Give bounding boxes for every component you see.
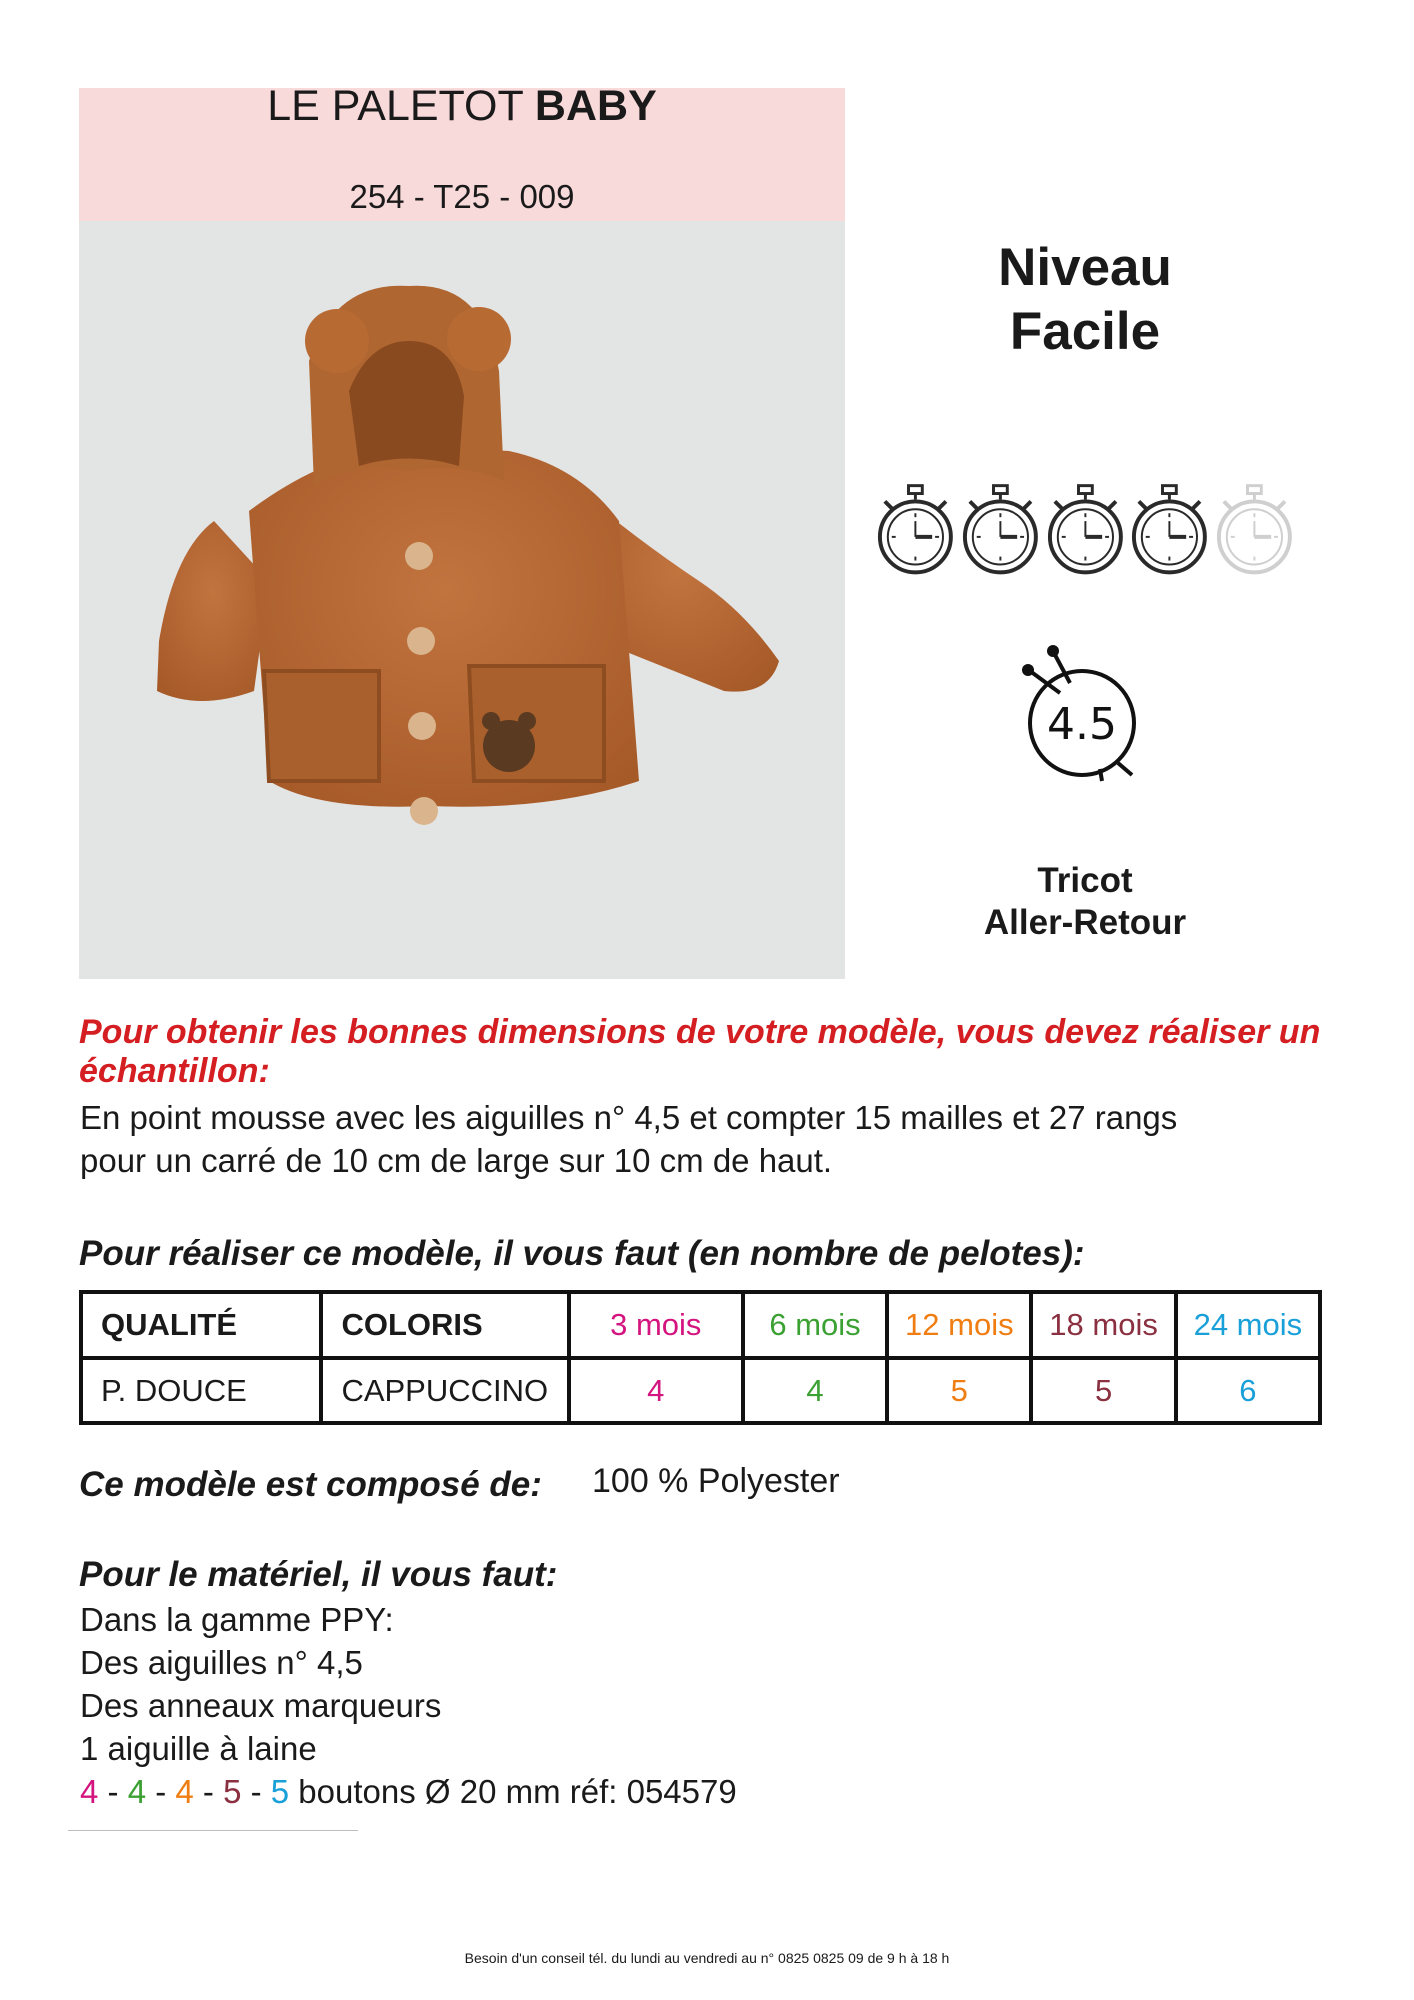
level-line2: Facile	[1009, 302, 1161, 361]
level-label	[900, 236, 1270, 364]
composition-value: 100 % Polyester	[592, 1462, 840, 1500]
technique-label	[900, 860, 1270, 944]
pattern-reference: 254 - T25 - 009	[349, 178, 575, 215]
materials-item: Des anneaux marqueurs	[80, 1687, 442, 1724]
buttons-line	[80, 1770, 737, 1813]
footer-text: Besoin d'un conseil tél. du lundi au vendredi au n° 0825 0825 09 de 9 h à 18 h	[464, 1950, 950, 1966]
gauge-line2: pour un carré de 10 cm de large sur 10 cm de haut.	[80, 1142, 833, 1179]
materials-list	[80, 1598, 441, 1770]
cell-size-6: 4	[743, 1358, 887, 1423]
separator: -	[193, 1773, 224, 1810]
header-quality: QUALITÉ	[81, 1292, 321, 1358]
timer-filled-icon	[1129, 483, 1210, 575]
button-count-18: 5	[223, 1773, 242, 1810]
divider	[68, 1830, 358, 1831]
title-bold: BABY	[534, 82, 657, 130]
difficulty-timers	[875, 483, 1295, 583]
cell-size-24: 6	[1176, 1358, 1320, 1423]
title-prefix: LE PALETOT	[267, 82, 535, 130]
button-count-6: 4	[127, 1773, 147, 1810]
cardigan-photo	[79, 221, 845, 979]
header-size-18: 18 mois	[1031, 1292, 1175, 1358]
pattern-title	[79, 80, 845, 132]
cell-size-18: 5	[1031, 1358, 1175, 1423]
gauge-title: Pour obtenir les bonnes dimensions de votre modèle, vous devez réaliser un échantillon:	[79, 1013, 1321, 1090]
header-size-6: 6 mois	[743, 1292, 887, 1358]
button-count-24: 5	[270, 1773, 290, 1810]
materials-item: Dans la gamme PPY:	[80, 1601, 394, 1638]
cell-color: CAPPUCCINO	[321, 1358, 568, 1423]
gauge-text	[80, 1096, 1370, 1182]
timer-empty-icon	[1214, 483, 1295, 575]
table-row	[81, 1358, 1320, 1423]
technique-line1: Tricot	[1037, 861, 1133, 900]
yarn-table	[79, 1290, 1322, 1425]
requirements-title: Pour réaliser ce modèle, il vous faut (en nombre de pelotes):	[79, 1234, 1085, 1273]
header-size-3: 3 mois	[569, 1292, 743, 1358]
header-size-12: 12 mois	[887, 1292, 1031, 1358]
technique-line2: Aller-Retour	[983, 903, 1187, 942]
buttons-text: boutons Ø 20 mm réf: 054579	[289, 1773, 737, 1810]
separator: -	[146, 1773, 176, 1810]
timer-filled-icon	[875, 483, 956, 575]
cell-quality: P. DOUCE	[81, 1358, 321, 1423]
button-count-12: 4	[175, 1773, 194, 1810]
timer-filled-icon	[1045, 483, 1126, 575]
header-color: COLORIS	[321, 1292, 568, 1358]
button-count-3: 4	[80, 1773, 99, 1810]
materials-item: Des aiguilles n° 4,5	[80, 1644, 363, 1681]
composition-label: Ce modèle est composé de:	[79, 1465, 542, 1504]
gauge-line1: En point mousse avec les aiguilles n° 4,5 et compter 15 mailles et 27 rangs	[80, 1099, 1178, 1136]
header-size-24: 24 mois	[1176, 1292, 1320, 1358]
needle-size: 4.5	[1047, 699, 1117, 750]
cardigan-illustration	[79, 221, 845, 979]
separator: -	[241, 1773, 271, 1810]
table-header-row	[81, 1292, 1320, 1358]
materials-title: Pour le matériel, il vous faut:	[79, 1555, 558, 1594]
level-line1: Niveau	[998, 238, 1172, 297]
needle-size-icon	[1010, 643, 1160, 783]
materials-item: 1 aiguille à laine	[80, 1730, 317, 1767]
cell-size-3: 4	[569, 1358, 743, 1423]
timer-filled-icon	[960, 483, 1041, 575]
separator: -	[98, 1773, 128, 1810]
cell-size-12: 5	[887, 1358, 1031, 1423]
